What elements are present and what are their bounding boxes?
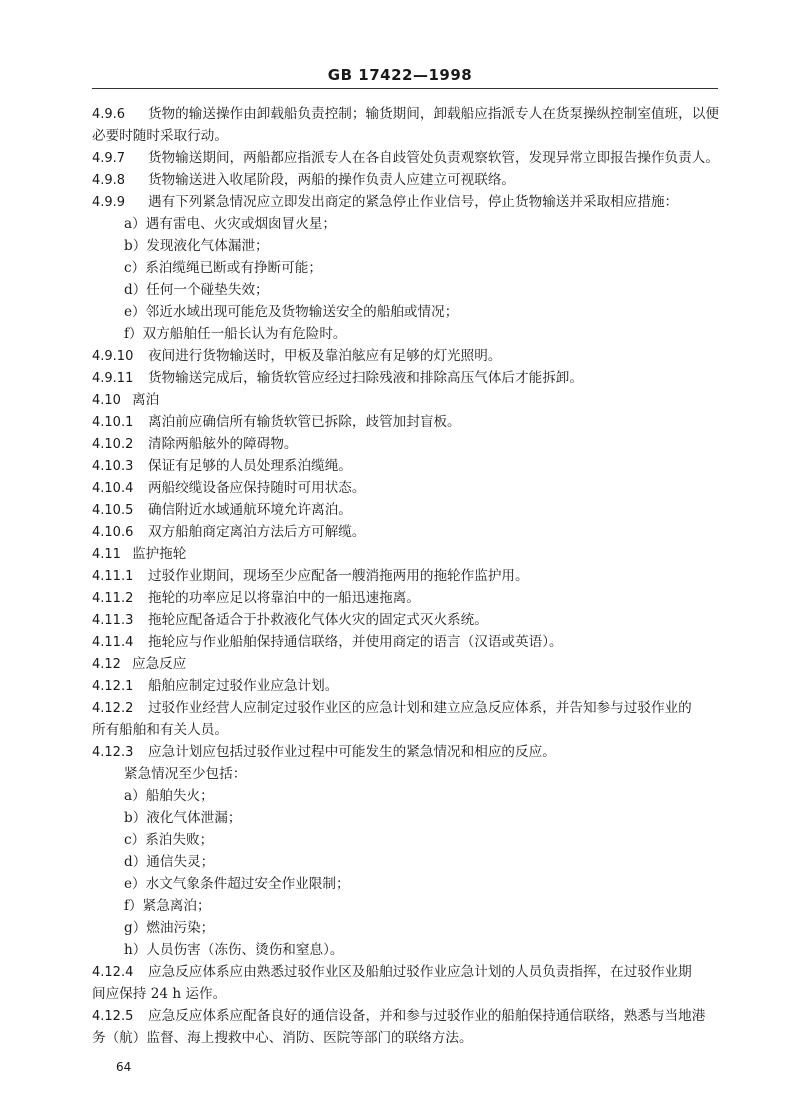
clause-4-10-5: 4.10.5 确信附近水域通航环境允许离泊。 <box>92 502 352 518</box>
list-item: d）通信失灵； <box>124 854 215 870</box>
clause-continuation: 必要时随时采取行动。 <box>92 128 228 144</box>
header-rule <box>92 88 718 89</box>
list-item: b）发现液化气体漏泄； <box>124 238 269 254</box>
section-4-11: 4.11 监护拖轮 <box>92 546 187 562</box>
clause-4-12-3: 4.12.3 应急计划应包括过驳作业过程中可能发生的紧急情况和相应的反应。 <box>92 744 556 760</box>
clause-4-12-1: 4.12.1 船舶应制定过驳作业应急计划。 <box>92 678 339 694</box>
list-item: f）紧急离泊； <box>124 898 211 914</box>
clause-4-11-3: 4.11.3 拖轮应配备适合于扑救液化气体火灾的固定式灭火系统。 <box>92 612 488 628</box>
section-4-10: 4.10 离泊 <box>92 392 160 408</box>
clause-4-12-4: 4.12.4 应急反应体系应由熟悉过驳作业区及船舶过驳作业应急计划的人员负责指挥，在过驳作业期 <box>92 964 692 980</box>
list-item: a）遇有雷电、火灾或烟囱冒火星； <box>124 216 337 232</box>
clause-4-11-4: 4.11.4 拖轮应与作业船舶保持通信联络，并使用商定的语言（汉语或英语）。 <box>92 634 563 650</box>
list-item: h）人员伤害（冻伤、烫伤和窒息）。 <box>124 942 344 958</box>
list-intro: 紧急情况至少包括： <box>124 766 247 782</box>
list-item: c）系泊缆绳已断或有挣断可能； <box>124 260 322 276</box>
clause-4-11-2: 4.11.2 拖轮的功率应足以将靠泊中的一船迅速拖离。 <box>92 590 420 606</box>
standard-header: GB 17422—1998 <box>327 66 473 84</box>
clause-continuation: 务（航）监督、海上搜救中心、消防、医院等部门的联络方法。 <box>92 1030 473 1046</box>
page-number: 64 <box>116 1060 132 1074</box>
clause-4-10-2: 4.10.2 清除两船舷外的障碍物。 <box>92 436 298 452</box>
clause-4-9-6: 4.9.6 货物的输送操作由卸载船负责控制；输货期间，卸载船应指派专人在货泵操纵控制室值班，以便 <box>92 106 719 122</box>
clause-4-9-8: 4.9.8 货物输送进入收尾阶段，两船的操作负责人应建立可视联络。 <box>92 172 516 188</box>
clause-continuation: 所有船舶和有关人员。 <box>92 722 228 738</box>
clause-4-10-1: 4.10.1 离泊前应确信所有输货软管已拆除，歧管加封盲板。 <box>92 414 461 430</box>
clause-4-9-7: 4.9.7 货物输送期间，两船都应指派专人在各自歧管处负责观察软管，发现异常立即报告操作负责人。 <box>92 150 719 166</box>
list-item: c）系泊失败； <box>124 832 214 848</box>
clause-4-12-2: 4.12.2 过驳作业经营人应制定过驳作业区的应急计划和建立应急反应体系，并告知参与过驳作业的 <box>92 700 692 716</box>
clause-4-10-3: 4.10.3 保证有足够的人员处理系泊缆绳。 <box>92 458 352 474</box>
clause-4-12-5: 4.12.5 应急反应体系应配备良好的通信设备，并和参与过驳作业的船舶保持通信联络，熟悉与当地港 <box>92 1008 706 1024</box>
list-item: d）任何一个碰垫失效； <box>124 282 269 298</box>
list-item: a）船舶失火； <box>124 788 214 804</box>
list-item: f）双方船舶任一船长认为有危险时。 <box>124 326 347 342</box>
list-item: b）液化气体泄漏； <box>124 810 242 826</box>
clause-4-10-6: 4.10.6 双方船舶商定离泊方法后方可解缆。 <box>92 524 366 540</box>
clause-continuation: 间应保持 24 h 运作。 <box>92 986 227 1002</box>
clause-4-9-10: 4.9.10 夜间进行货物输送时，甲板及靠泊舷应有足够的灯光照明。 <box>92 348 502 364</box>
section-4-12: 4.12 应急反应 <box>92 656 187 672</box>
clause-4-11-1: 4.11.1 过驳作业期间，现场至少应配备一艘消拖两用的拖轮作监护用。 <box>92 568 529 584</box>
clause-4-10-4: 4.10.4 两船绞缆设备应保持随时可用状态。 <box>92 480 366 496</box>
list-item: e）水文气象条件超过安全作业限制； <box>124 876 350 892</box>
clause-4-9-9: 4.9.9 遇有下列紧急情况应立即发出商定的紧急停止作业信号，停止货物输送并采取相应措施： <box>92 194 679 210</box>
list-item: e）邻近水域出现可能危及货物输送安全的船舶或情况； <box>124 304 459 320</box>
clause-4-9-11: 4.9.11 货物输送完成后，输货软管应经过扫除残液和排除高压气体后才能拆卸。 <box>92 370 583 386</box>
list-item: g）燃油污染； <box>124 920 215 936</box>
